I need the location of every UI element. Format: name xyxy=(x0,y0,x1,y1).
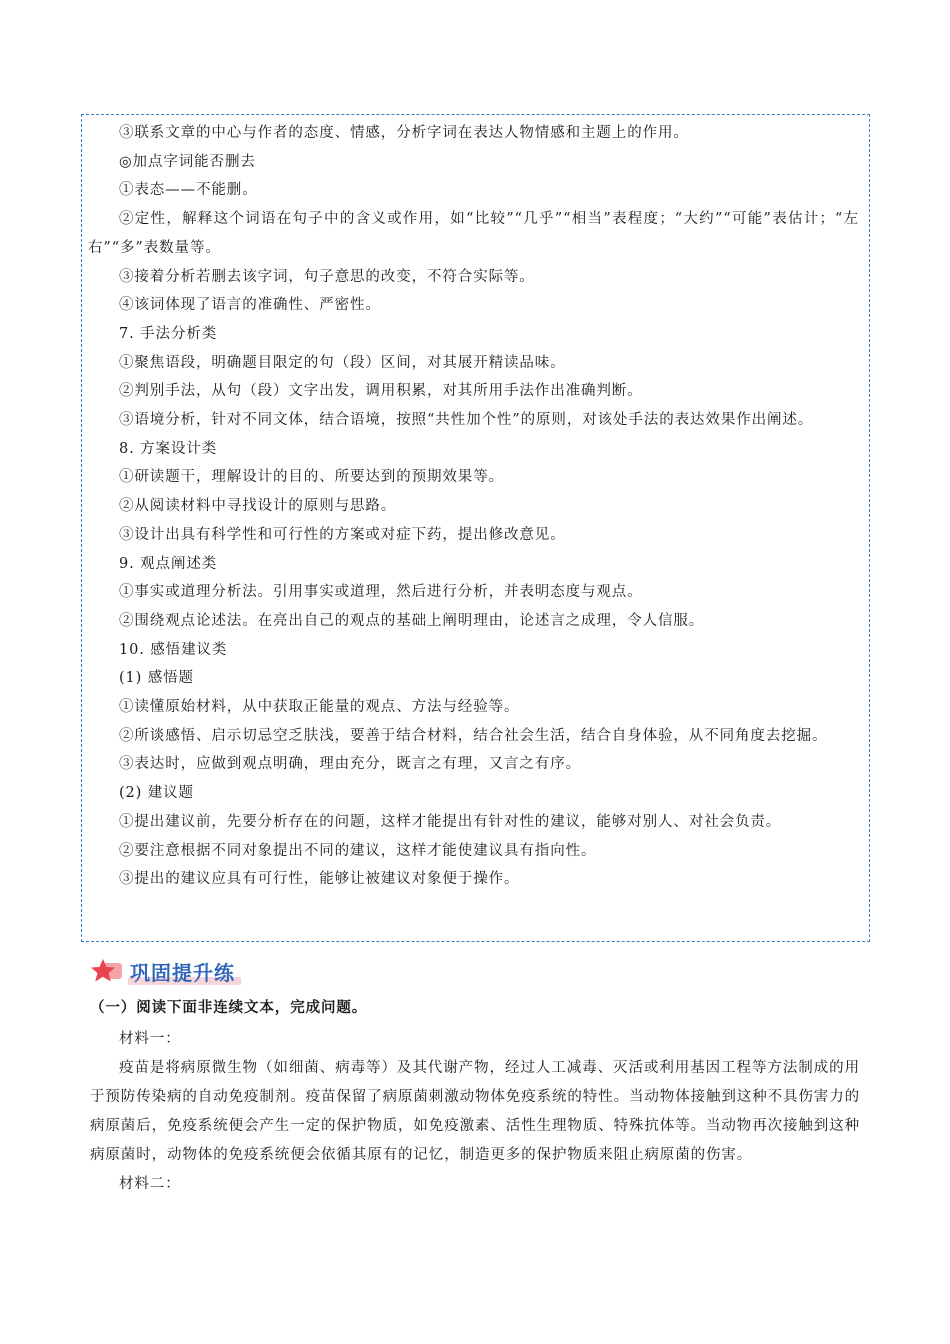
section-title-text: 巩固提升练 xyxy=(130,960,235,985)
reading-section xyxy=(90,994,860,1199)
box-line: (2) 建议题 xyxy=(119,785,194,802)
section-header xyxy=(90,956,235,986)
reading-heading: （一）阅读下面非连续文本，完成问题。 xyxy=(90,1000,368,1016)
material1-label: 材料一： xyxy=(119,1031,181,1047)
box-line: (1) 感悟题 xyxy=(119,670,194,687)
box-line: ②判别手法，从句（段）文字出发，调用积累，对其所用手法作出准确判断。 xyxy=(119,383,643,400)
box-line: ①表态——不能删。 xyxy=(119,182,258,199)
box-line: 10. 感悟建议类 xyxy=(119,641,228,658)
box-line: ④该词体现了语言的准确性、严密性。 xyxy=(119,297,381,314)
box-line: 9. 观点阐述类 xyxy=(119,555,218,572)
method-summary-content xyxy=(88,119,859,894)
section-title xyxy=(130,957,235,986)
box-line: ②围绕观点论述法。在亮出自己的观点的基础上阐明理由，论述言之成理，令人信服。 xyxy=(119,612,705,629)
box-line: ②要注意根据不同对象提出不同的建议，这样才能使建议具有指向性。 xyxy=(119,842,597,859)
box-line: ①事实或道理分析法。引用事实或道理，然后进行分析，并表明态度与观点。 xyxy=(119,584,643,601)
box-line: ③联系文章的中心与作者的态度、情感，分析字词在表达人物情感和主题上的作用。 xyxy=(119,125,689,141)
box-line: ①聚焦语段，明确题目限定的句（段）区间，对其展开精读品味。 xyxy=(119,354,566,371)
star-icon xyxy=(90,957,124,985)
box-line: ②定性，解释这个词语在句子中的含义或作用，如“比较”“几乎”“相当”表程度；“大约”“可能”表估计；“左右”“多”表数量等。 xyxy=(88,211,859,256)
material1-text: 疫苗是将病原微生物（如细菌、病毒等）及其代谢产物，经过人工减毒、灭活或利用基因工程等方法制成的用于预防传染病的自动免疫制剂。疫苗保留了病原菌刺激动物体免疫系统的特性。当动物体接触到这种不具伤害力的病原菌后，免疫系统便会产生一定的保护物质，如免疫激素、活性生理物质、特殊抗体等。当动物再次接触到这种病原菌时，动物体的免疫系统便会依循其原有的记忆，制造更多的保护物质来阻止病原菌的伤害。 xyxy=(90,1060,860,1163)
box-line: 8. 方案设计类 xyxy=(119,440,218,457)
material2-label: 材料二： xyxy=(119,1176,181,1192)
box-line: ③表达时，应做到观点明确，理由充分，既言之有理，又言之有序。 xyxy=(119,756,581,773)
box-line: ①研读题干，理解设计的目的、所要达到的预期效果等。 xyxy=(119,469,504,486)
box-line: ②从阅读材料中寻找设计的原则与思路。 xyxy=(119,498,397,515)
box-line: ③语境分析，针对不同文体，结合语境，按照“共性加个性”的原则，对该处手法的表达效果作出阐述。 xyxy=(119,412,814,429)
box-line: ①读懂原始材料，从中获取正能量的观点、方法与经验等。 xyxy=(119,699,520,716)
box-line: ③提出的建议应具有可行性，能够让被建议对象便于操作。 xyxy=(119,871,520,888)
box-line: 7. 手法分析类 xyxy=(119,325,218,342)
box-line: ②所谈感悟、启示切忌空乏肤浅，要善于结合材料，结合社会生活，结合自身体验，从不同角度去挖掘。 xyxy=(119,727,828,744)
box-line: ①提出建议前，先要分析存在的问题，这样才能提出有针对性的建议，能够对别人、对社会负责。 xyxy=(119,813,782,830)
box-line: ③接着分析若删去该字词，句子意思的改变，不符合实际等。 xyxy=(119,268,535,285)
method-summary-box xyxy=(81,114,870,942)
box-line: ③设计出具有科学性和可行性的方案或对症下药，提出修改意见。 xyxy=(119,526,566,543)
box-line: ◎加点字词能否删去 xyxy=(119,153,256,170)
